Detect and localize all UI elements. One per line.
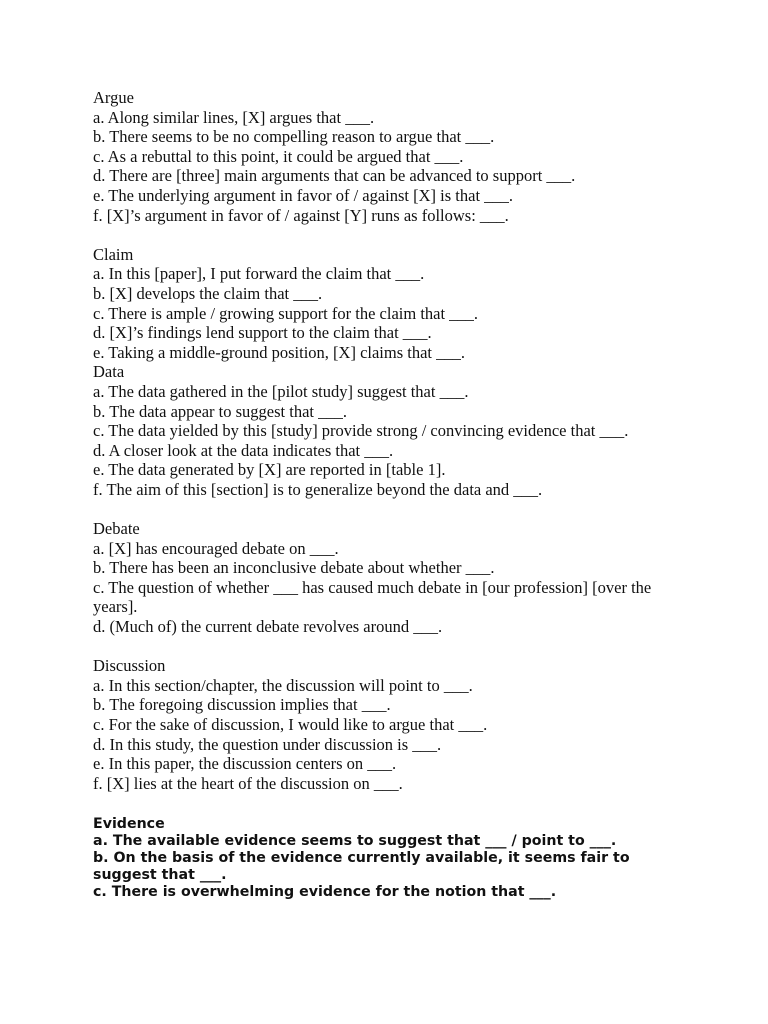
list-item: d. A closer look at the data indicates that ___.	[93, 440, 394, 460]
list-item: d. In this study, the question under discussion is ___.	[93, 734, 442, 754]
list-item: a. Along similar lines, [X] argues that ___.	[93, 107, 375, 127]
list-item: d. There are [three] main arguments that can be advanced to support ___.	[93, 166, 576, 186]
list-item: c. The question of whether ___ has caused much debate in [our profession] [over the years].	[93, 577, 652, 617]
section-data	[93, 362, 673, 499]
list-item: a. The data gathered in the [pilot study] suggest that ___.	[93, 381, 469, 401]
list-item: f. [X]’s argument in favor of / against [Y] runs as follows: ___.	[93, 205, 509, 225]
list-item: e. The underlying argument in favor of / against [X] is that ___.	[93, 185, 514, 205]
list-item: b. [X] develops the claim that ___.	[93, 283, 323, 303]
list-item: e. The data generated by [X] are reported in [table 1].	[93, 460, 446, 480]
section-heading: Evidence	[93, 815, 165, 832]
list-item: a. In this section/chapter, the discussion will point to ___.	[93, 675, 473, 695]
list-item: f. The aim of this [section] is to generalize beyond the data and ___.	[93, 479, 543, 499]
list-item: a. [X] has encouraged debate on ___.	[93, 538, 339, 558]
list-item: e. Taking a middle-ground position, [X] claims that ___.	[93, 342, 466, 362]
section-heading: Data	[93, 362, 125, 382]
list-item: b. On the basis of the evidence currently available, it seems fair to suggest that ___.	[93, 849, 630, 883]
blank-line	[93, 225, 673, 245]
section-argue	[93, 88, 673, 225]
section-heading: Claim	[93, 244, 134, 264]
list-item: b. The foregoing discussion implies that ___.	[93, 695, 391, 715]
list-item: b. The data appear to suggest that ___.	[93, 401, 348, 421]
list-item: a. The available evidence seems to suggest that ___ / point to ___.	[93, 832, 617, 849]
list-item: a. In this [paper], I put forward the claim that ___.	[93, 264, 425, 284]
list-item: e. In this paper, the discussion centers on ___.	[93, 754, 397, 774]
section-claim	[93, 245, 673, 363]
document-page	[93, 88, 673, 901]
section-heading: Discussion	[93, 656, 166, 676]
section-heading: Argue	[93, 88, 134, 107]
list-item: d. [X]’s findings lend support to the claim that ___.	[93, 323, 432, 343]
blank-line	[93, 637, 673, 657]
list-item: f. [X] lies at the heart of the discussion on ___.	[93, 773, 403, 793]
list-item: d. (Much of) the current debate revolves around ___.	[93, 617, 443, 637]
list-item: c. There is overwhelming evidence for the notion that ___.	[93, 883, 557, 900]
serif-text-block	[93, 88, 673, 813]
section-debate	[93, 519, 673, 637]
list-item: c. As a rebuttal to this point, it could be argued that ___.	[93, 146, 464, 166]
list-item: b. There has been an inconclusive debate about whether ___.	[93, 558, 495, 578]
section-heading: Debate	[93, 519, 140, 539]
list-item: c. For the sake of discussion, I would like to argue that ___.	[93, 715, 488, 734]
section-evidence	[93, 816, 671, 901]
list-item: b. There seems to be no compelling reason to argue that ___.	[93, 127, 495, 147]
list-item: c. The data yielded by this [study] provide strong / convincing evidence that ___.	[93, 421, 629, 441]
list-item: c. There is ample / growing support for the claim that ___.	[93, 303, 479, 323]
blank-line	[93, 499, 673, 519]
blank-line	[93, 793, 673, 813]
section-discussion	[93, 656, 673, 793]
